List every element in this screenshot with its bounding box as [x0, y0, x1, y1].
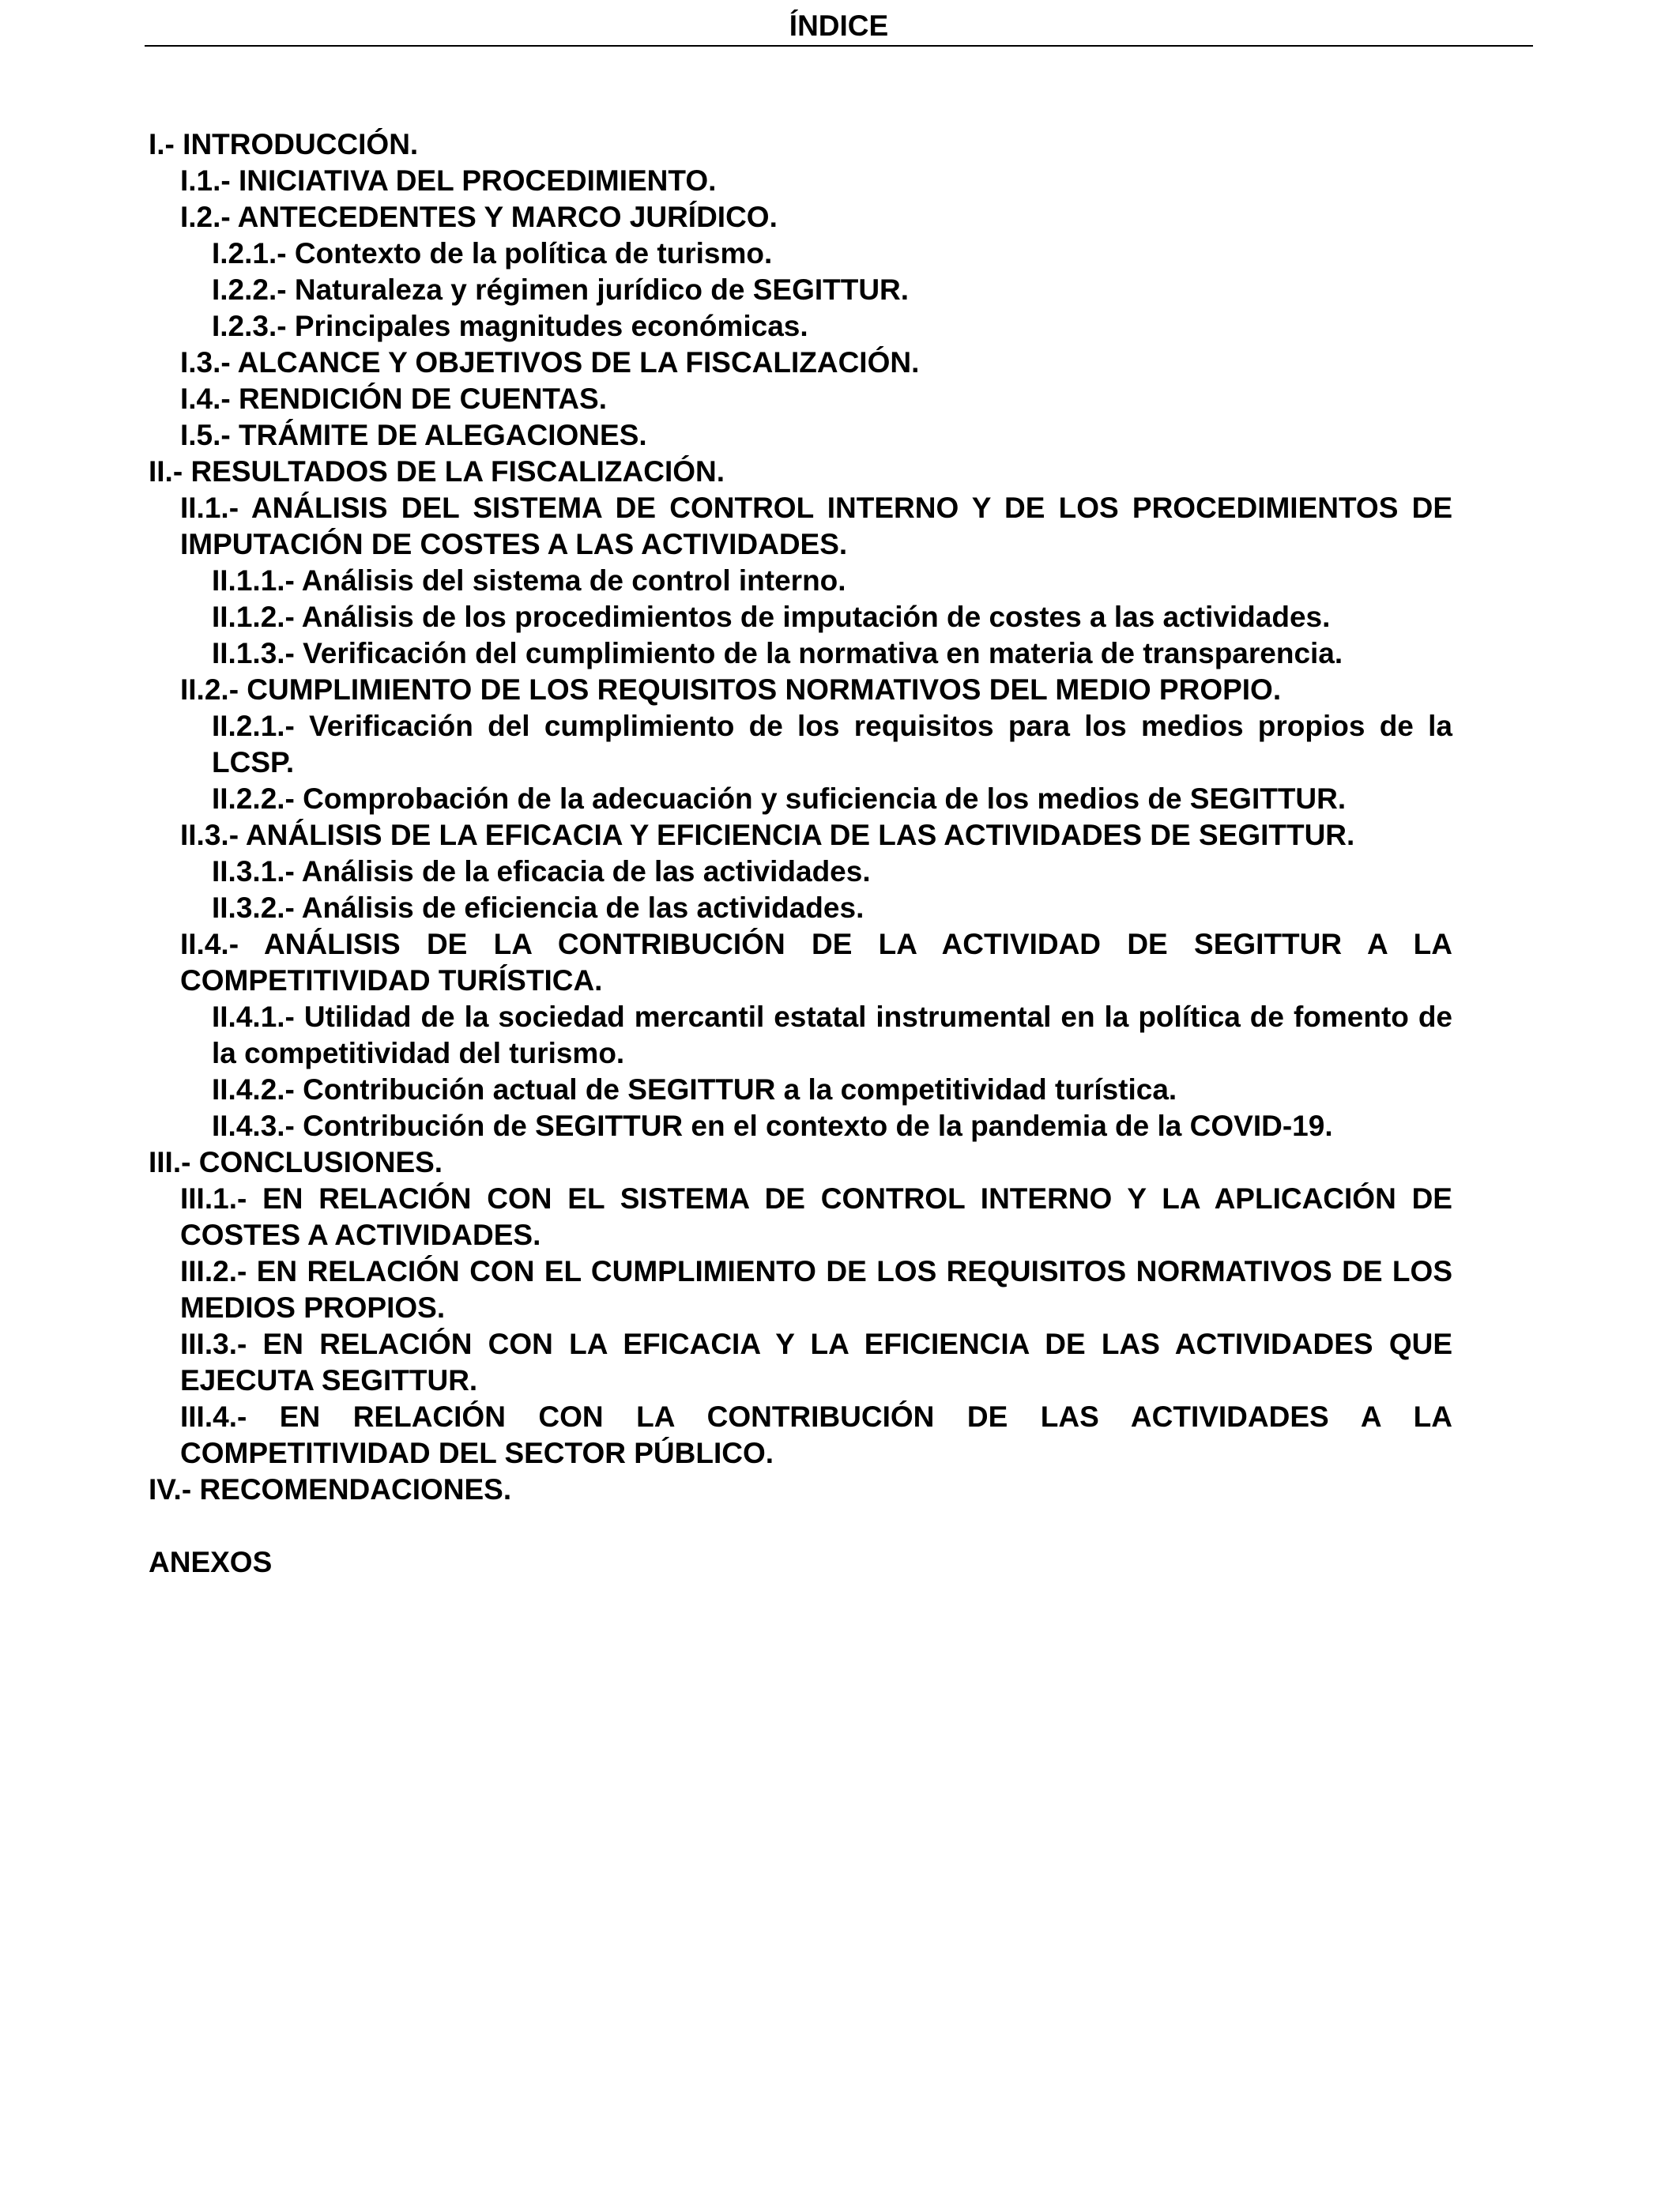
toc-entry-level-2[interactable]: III.2.- EN RELACIÓN CON EL CUMPLIMIENTO DE LOS REQUISITOS NORMATIVOS DE LOS MEDIOS PROPIOS.: [180, 1255, 1452, 1324]
toc-entry-level-2[interactable]: III.1.- EN RELACIÓN CON EL SISTEMA DE CONTROL INTERNO Y LA APLICACIÓN DE COSTES A ACTIVIDADES.: [180, 1182, 1452, 1251]
page-title: ÍNDICE: [789, 9, 889, 42]
toc-entry-level-2[interactable]: I.1.- INICIATIVA DEL PROCEDIMIENTO.: [180, 164, 717, 197]
toc-entry-level-2[interactable]: I.4.- RENDICIÓN DE CUENTAS.: [180, 383, 607, 415]
toc-entry-level-2[interactable]: II.1.- ANÁLISIS DEL SISTEMA DE CONTROL INTERNO Y DE LOS PROCEDIMIENTOS DE IMPUTACIÓN DE COSTES A LAS ACTIVIDADES.: [180, 492, 1452, 560]
toc-entry-list: [149, 126, 1452, 1508]
toc-entry-level-1[interactable]: II.- RESULTADOS DE LA FISCALIZACIÓN.: [149, 455, 725, 488]
header-divider: [145, 45, 1533, 47]
toc-annexes[interactable]: ANEXOS: [149, 1546, 273, 1578]
toc-entry-level-3[interactable]: II.3.1.- Análisis de la eficacia de las actividades.: [212, 855, 871, 888]
toc-entry-level-3[interactable]: II.1.1.- Análisis del sistema de control interno.: [212, 564, 846, 597]
toc-entry-level-1[interactable]: I.- INTRODUCCIÓN.: [149, 128, 419, 160]
toc-entry-level-2[interactable]: I.2.- ANTECEDENTES Y MARCO JURÍDICO.: [180, 201, 778, 233]
toc-entry-level-3[interactable]: II.2.1.- Verificación del cumplimiento de los requisitos para los medios propios de la LCSP.: [212, 710, 1452, 778]
toc-entry-level-3[interactable]: II.4.2.- Contribución actual de SEGITTUR a la competitividad turística.: [212, 1073, 1177, 1106]
toc-entry-level-3[interactable]: I.2.2.- Naturaleza y régimen jurídico de SEGITTUR.: [212, 273, 910, 306]
toc-entry-level-3[interactable]: I.2.1.- Contexto de la política de turismo.: [212, 237, 773, 270]
toc-entry-level-3[interactable]: II.3.2.- Análisis de eficiencia de las actividades.: [212, 892, 864, 924]
toc-entry-level-2[interactable]: II.3.- ANÁLISIS DE LA EFICACIA Y EFICIENCIA DE LAS ACTIVIDADES DE SEGITTUR.: [180, 819, 1355, 851]
toc-entry-level-3[interactable]: II.2.2.- Comprobación de la adecuación y suficiencia de los medios de SEGITTUR.: [212, 782, 1347, 815]
toc-entry-level-3[interactable]: I.2.3.- Principales magnitudes económicas.: [212, 310, 808, 342]
toc-entry-level-3[interactable]: II.1.2.- Análisis de los procedimientos de imputación de costes a las actividades.: [212, 601, 1331, 633]
toc-entry-level-2[interactable]: I.5.- TRÁMITE DE ALEGACIONES.: [180, 419, 647, 451]
toc-entry-level-2[interactable]: III.3.- EN RELACIÓN CON LA EFICACIA Y LA EFICIENCIA DE LAS ACTIVIDADES QUE EJECUTA SEGITTUR.: [180, 1328, 1452, 1397]
toc-entry-level-3[interactable]: II.4.1.- Utilidad de la sociedad mercantil estatal instrumental en la política de fomento de la competitividad del turismo.: [212, 1001, 1452, 1069]
toc-entry-level-2[interactable]: II.2.- CUMPLIMIENTO DE LOS REQUISITOS NORMATIVOS DEL MEDIO PROPIO.: [180, 673, 1282, 706]
toc-entry-level-1[interactable]: III.- CONCLUSIONES.: [149, 1146, 443, 1178]
toc-entry-level-2[interactable]: II.4.- ANÁLISIS DE LA CONTRIBUCIÓN DE LA ACTIVIDAD DE SEGITTUR A LA COMPETITIVIDAD TURÍSTICA.: [180, 928, 1452, 997]
toc-entry-level-3[interactable]: II.1.3.- Verificación del cumplimiento de la normativa en materia de transparencia.: [212, 637, 1343, 669]
toc-entry-level-3[interactable]: II.4.3.- Contribución de SEGITTUR en el contexto de la pandemia de la COVID-19.: [212, 1110, 1333, 1142]
table-of-contents: [149, 126, 1452, 1581]
toc-entry-level-2[interactable]: III.4.- EN RELACIÓN CON LA CONTRIBUCIÓN DE LAS ACTIVIDADES A LA COMPETITIVIDAD DEL SECTOR PÚBLICO.: [180, 1400, 1452, 1469]
toc-entry-level-2[interactable]: I.3.- ALCANCE Y OBJETIVOS DE LA FISCALIZACIÓN.: [180, 346, 920, 379]
toc-entry-level-1[interactable]: IV.- RECOMENDACIONES.: [149, 1473, 512, 1506]
